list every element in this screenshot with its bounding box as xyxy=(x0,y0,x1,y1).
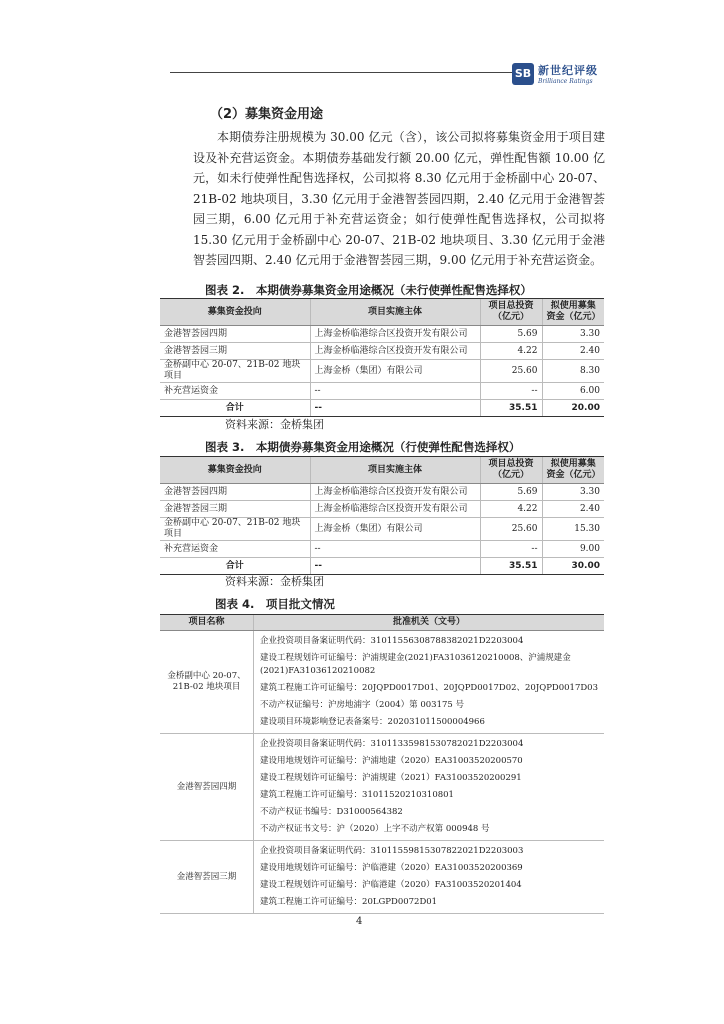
table-cell: 金桥副中心 20-07、21B-02 地块项目 xyxy=(160,518,310,541)
figure2-source: 资料来源：金桥集团 xyxy=(225,418,324,431)
approval-line: 企业投资项目备案证明代码：31011556308788382021D2203004 xyxy=(260,636,524,646)
table-cell: 25.60 xyxy=(480,360,542,383)
column-header: 批准机关（文号） xyxy=(254,615,604,631)
table-cell: 合计 xyxy=(160,558,310,575)
column-header: 项目总投资（亿元） xyxy=(480,457,542,484)
table-cell: 20.00 xyxy=(542,400,604,417)
approval-line: 不动产权证书文号：沪（2020）上字不动产权第 000948 号 xyxy=(260,824,490,834)
table-cell: 金港智荟园三期 xyxy=(160,343,310,360)
table-row xyxy=(160,631,604,734)
approval-line: 建设项目环境影响登记表备案号：202031011500004966 xyxy=(260,717,485,727)
table-cell: 上海金桥临港综合区投资开发有限公司 xyxy=(310,343,480,360)
table-cell: 上海金桥临港综合区投资开发有限公司 xyxy=(310,501,480,518)
table-header-row xyxy=(160,457,604,484)
table-row xyxy=(160,343,604,360)
table-header-row xyxy=(160,299,604,326)
table-cell: 金港智荟园四期 xyxy=(160,326,310,343)
logo-icon: SB xyxy=(512,63,534,85)
table-cell: 4.22 xyxy=(480,501,542,518)
table-cell: 15.30 xyxy=(542,518,604,541)
figure3-title: 图表 3. 本期债券募集资金用途概况（行使弹性配售选择权） xyxy=(205,440,521,454)
table-cell: 上海金桥（集团）有限公司 xyxy=(310,360,480,383)
table-cell: 2.40 xyxy=(542,343,604,360)
approval-list xyxy=(254,734,604,841)
table-total-row xyxy=(160,558,604,575)
approval-line: 建筑工程施工许可证编号：20LGPD0072D01 xyxy=(260,897,438,907)
column-header: 项目名称 xyxy=(160,615,254,631)
table-cell: -- xyxy=(310,400,480,417)
table-row xyxy=(160,360,604,383)
column-header: 募集资金投向 xyxy=(160,457,310,484)
table-cell: 补充营运资金 xyxy=(160,383,310,400)
table-cell: -- xyxy=(310,558,480,575)
approval-line: 企业投资项目备案证明代码：31011559815307822021D2203003 xyxy=(260,846,524,856)
approval-line: 建设用地规划许可证编号：沪浦地建（2020）EA31003520200570 xyxy=(260,756,523,766)
project-name: 金桥副中心 20-07、21B-02 地块项目 xyxy=(160,631,254,734)
section-title: （2）募集资金用途 xyxy=(210,107,324,122)
table-cell: 3.30 xyxy=(542,326,604,343)
table-cell: 上海金桥临港综合区投资开发有限公司 xyxy=(310,484,480,501)
table-header-row xyxy=(160,615,604,631)
approval-line: 不动产权证编号：沪房地浦字（2004）第 003175 号 xyxy=(260,700,465,710)
approval-line: 建设工程规划许可证编号：沪浦规建金(2021)FA31036120210008、沪浦规建金(2021)FA31036120210082 xyxy=(260,653,571,676)
table-row xyxy=(160,841,604,914)
table-cell: 35.51 xyxy=(480,400,542,417)
approval-line: 建设工程规划许可证编号：沪浦规建（2021）FA31003520200291 xyxy=(260,773,522,783)
figure4-table xyxy=(160,614,604,914)
column-header: 项目实施主体 xyxy=(310,299,480,326)
table-row xyxy=(160,383,604,400)
table-row xyxy=(160,501,604,518)
table-cell: -- xyxy=(480,383,542,400)
table-cell: 金港智荟园四期 xyxy=(160,484,310,501)
approval-line: 建设用地规划许可证编号：沪临港建（2020）EA31003520200369 xyxy=(260,863,523,873)
logo-english-name: Brilliance Ratings xyxy=(538,78,593,85)
table-cell: 上海金桥临港综合区投资开发有限公司 xyxy=(310,326,480,343)
table-cell: 补充营运资金 xyxy=(160,541,310,558)
column-header: 项目总投资（亿元） xyxy=(480,299,542,326)
approval-list xyxy=(254,841,604,914)
table-cell: 5.69 xyxy=(480,484,542,501)
table-cell: 3.30 xyxy=(542,484,604,501)
table-cell: 4.22 xyxy=(480,343,542,360)
approval-line: 建设工程规划许可证编号：沪临港建（2020）FA31003520201404 xyxy=(260,880,522,890)
table-cell: 8.30 xyxy=(542,360,604,383)
approval-line: 企业投资项目备案证明代码：31011335981530782021D2203004 xyxy=(260,739,524,749)
figure2-table xyxy=(160,298,604,417)
approval-line: 不动产权证书编号：D31000564382 xyxy=(260,807,403,817)
figure3-source: 资料来源：金桥集团 xyxy=(225,575,324,588)
approval-line: 建筑工程施工许可证编号：31011520210310801 xyxy=(260,790,454,800)
table-cell: -- xyxy=(480,541,542,558)
project-name: 金港智荟园三期 xyxy=(160,841,254,914)
table-cell: -- xyxy=(310,383,480,400)
figure2-title: 图表 2. 本期债券募集资金用途概况（未行使弹性配售选择权） xyxy=(205,283,532,297)
page-number: 4 xyxy=(356,916,363,927)
table-cell: 2.40 xyxy=(542,501,604,518)
table-cell: 6.00 xyxy=(542,383,604,400)
table-row xyxy=(160,326,604,343)
table-row xyxy=(160,518,604,541)
table-row xyxy=(160,734,604,841)
table-cell: -- xyxy=(310,541,480,558)
column-header: 募集资金投向 xyxy=(160,299,310,326)
header-rule xyxy=(170,72,513,73)
table-cell: 30.00 xyxy=(542,558,604,575)
table-cell: 9.00 xyxy=(542,541,604,558)
column-header: 拟使用募集资金（亿元） xyxy=(542,457,604,484)
project-name: 金港智荟园四期 xyxy=(160,734,254,841)
table-cell: 5.69 xyxy=(480,326,542,343)
figure3-table xyxy=(160,456,604,575)
column-header: 项目实施主体 xyxy=(310,457,480,484)
table-total-row xyxy=(160,400,604,417)
approval-list xyxy=(254,631,604,734)
column-header: 拟使用募集资金（亿元） xyxy=(542,299,604,326)
table-row xyxy=(160,484,604,501)
body-paragraph: 本期债券注册规模为 30.00 亿元（含），该公司拟将募集资金用于项目建设及补充营运资金。本期债券基础发行额 20.00 亿元，弹性配售额 10.00 亿元，如未行使弹性配售选择权，公司拟将 8.30 亿元用于金桥副中心 20-07、21B-02 地块项目，3.30 亿元用于金港智荟园四期，2.40 亿元用于金港智荟园三期，6.00 亿元用于补充营运资金；如行使弹性配售选择权，公司拟将 15.30 亿元用于金桥副中心 20-07、21B-02 地块项目、3.30 亿元用于金港智荟园四期、2.40 亿元用于金港智荟园三期，9.00 亿元用于补充营运资金。 xyxy=(193,130,605,267)
logo-chinese-name: 新世纪评级 xyxy=(538,64,598,77)
figure4-title: 图表 4. 项目批文情况 xyxy=(215,597,335,611)
table-cell: 上海金桥（集团）有限公司 xyxy=(310,518,480,541)
table-row xyxy=(160,541,604,558)
approval-line: 建筑工程施工许可证编号：20JQPD0017D01、20JQPD0017D02、20JQPD0017D03 xyxy=(260,683,598,693)
brand-logo xyxy=(512,62,598,85)
table-cell: 35.51 xyxy=(480,558,542,575)
table-cell: 金港智荟园三期 xyxy=(160,501,310,518)
logo-text xyxy=(538,62,598,85)
table-cell: 合计 xyxy=(160,400,310,417)
table-cell: 金桥副中心 20-07、21B-02 地块项目 xyxy=(160,360,310,383)
table-cell: 25.60 xyxy=(480,518,542,541)
